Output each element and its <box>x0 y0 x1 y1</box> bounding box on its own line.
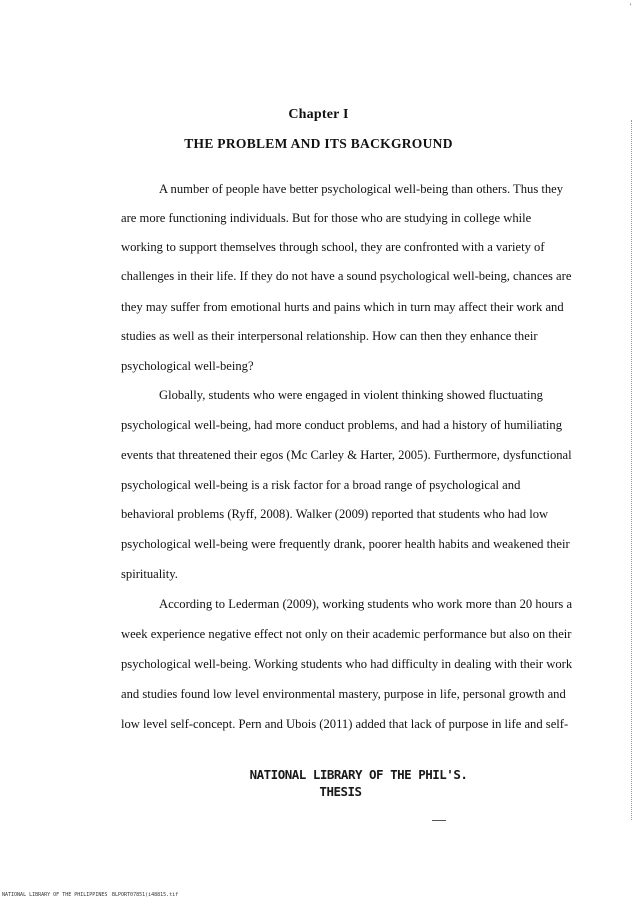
chapter-heading: Chapter I <box>288 107 349 122</box>
ink-smudge <box>432 820 446 821</box>
paragraph-line: and studies found low level environmental mastery, purpose in life, personal growth and <box>121 687 566 701</box>
library-stamp-line1: NATIONAL LIBRARY OF THE PHIL'S. <box>249 767 468 782</box>
paragraph-line: psychological well-being were frequently drank, poorer health habits and weakened their <box>121 537 570 551</box>
paragraph-line: challenges in their life. If they do not have a sound psychological well-being, chances are <box>121 269 572 283</box>
paragraph-line: week experience negative effect not only on their academic performance but also on their <box>121 627 572 641</box>
right-margin-edge <box>631 120 633 820</box>
paragraph-line: are more functioning individuals. But for those who are studying in college while <box>121 211 532 225</box>
paragraph-line: spirituality. <box>121 567 178 581</box>
paragraph-line: events that threatened their egos (Mc Carley & Harter, 2005). Furthermore, dysfunctional <box>121 448 572 462</box>
paragraph-line: A number of people have better psychological well-being than others. Thus they <box>159 182 564 196</box>
chapter-title: THE PROBLEM AND ITS BACKGROUND <box>184 136 453 151</box>
paragraph-line: psychological well-being. Working students who had difficulty in dealing with their work <box>121 657 573 671</box>
paragraph-line: psychological well-being, had more conduct problems, and had a history of humiliating <box>121 418 563 432</box>
paragraph-line: psychological well-being is a risk factor for a broad range of psychological and <box>121 478 521 492</box>
paragraph-line: behavioral problems (Ryff, 2008). Walker (2009) reported that students who had low <box>121 507 549 521</box>
footer-scan-label: NATIONAL LIBRARY OF THE PHILIPPINES <box>2 892 108 898</box>
paragraph-line: Globally, students who were engaged in violent thinking showed fluctuating <box>159 388 543 402</box>
footer-file-id: BLPORT07851(i48815.tif <box>112 892 179 898</box>
library-stamp-line2: THESIS <box>319 784 362 799</box>
paragraph-line: they may suffer from emotional hurts and pains which in turn may affect their work and <box>121 300 564 314</box>
paragraph-line: According to Lederman (2009), working students who work more than 20 hours a <box>159 597 573 611</box>
paragraph-line: working to support themselves through school, they are confronted with a variety of <box>121 240 545 254</box>
corner-tick-icon: ' <box>630 2 632 11</box>
paragraph-line: low level self-concept. Pern and Ubois (2011) added that lack of purpose in life and self- <box>121 717 569 731</box>
paragraph-line: psychological well-being? <box>121 359 254 373</box>
paragraph-line: studies as well as their interpersonal relationship. How can then they enhance their <box>121 329 538 343</box>
